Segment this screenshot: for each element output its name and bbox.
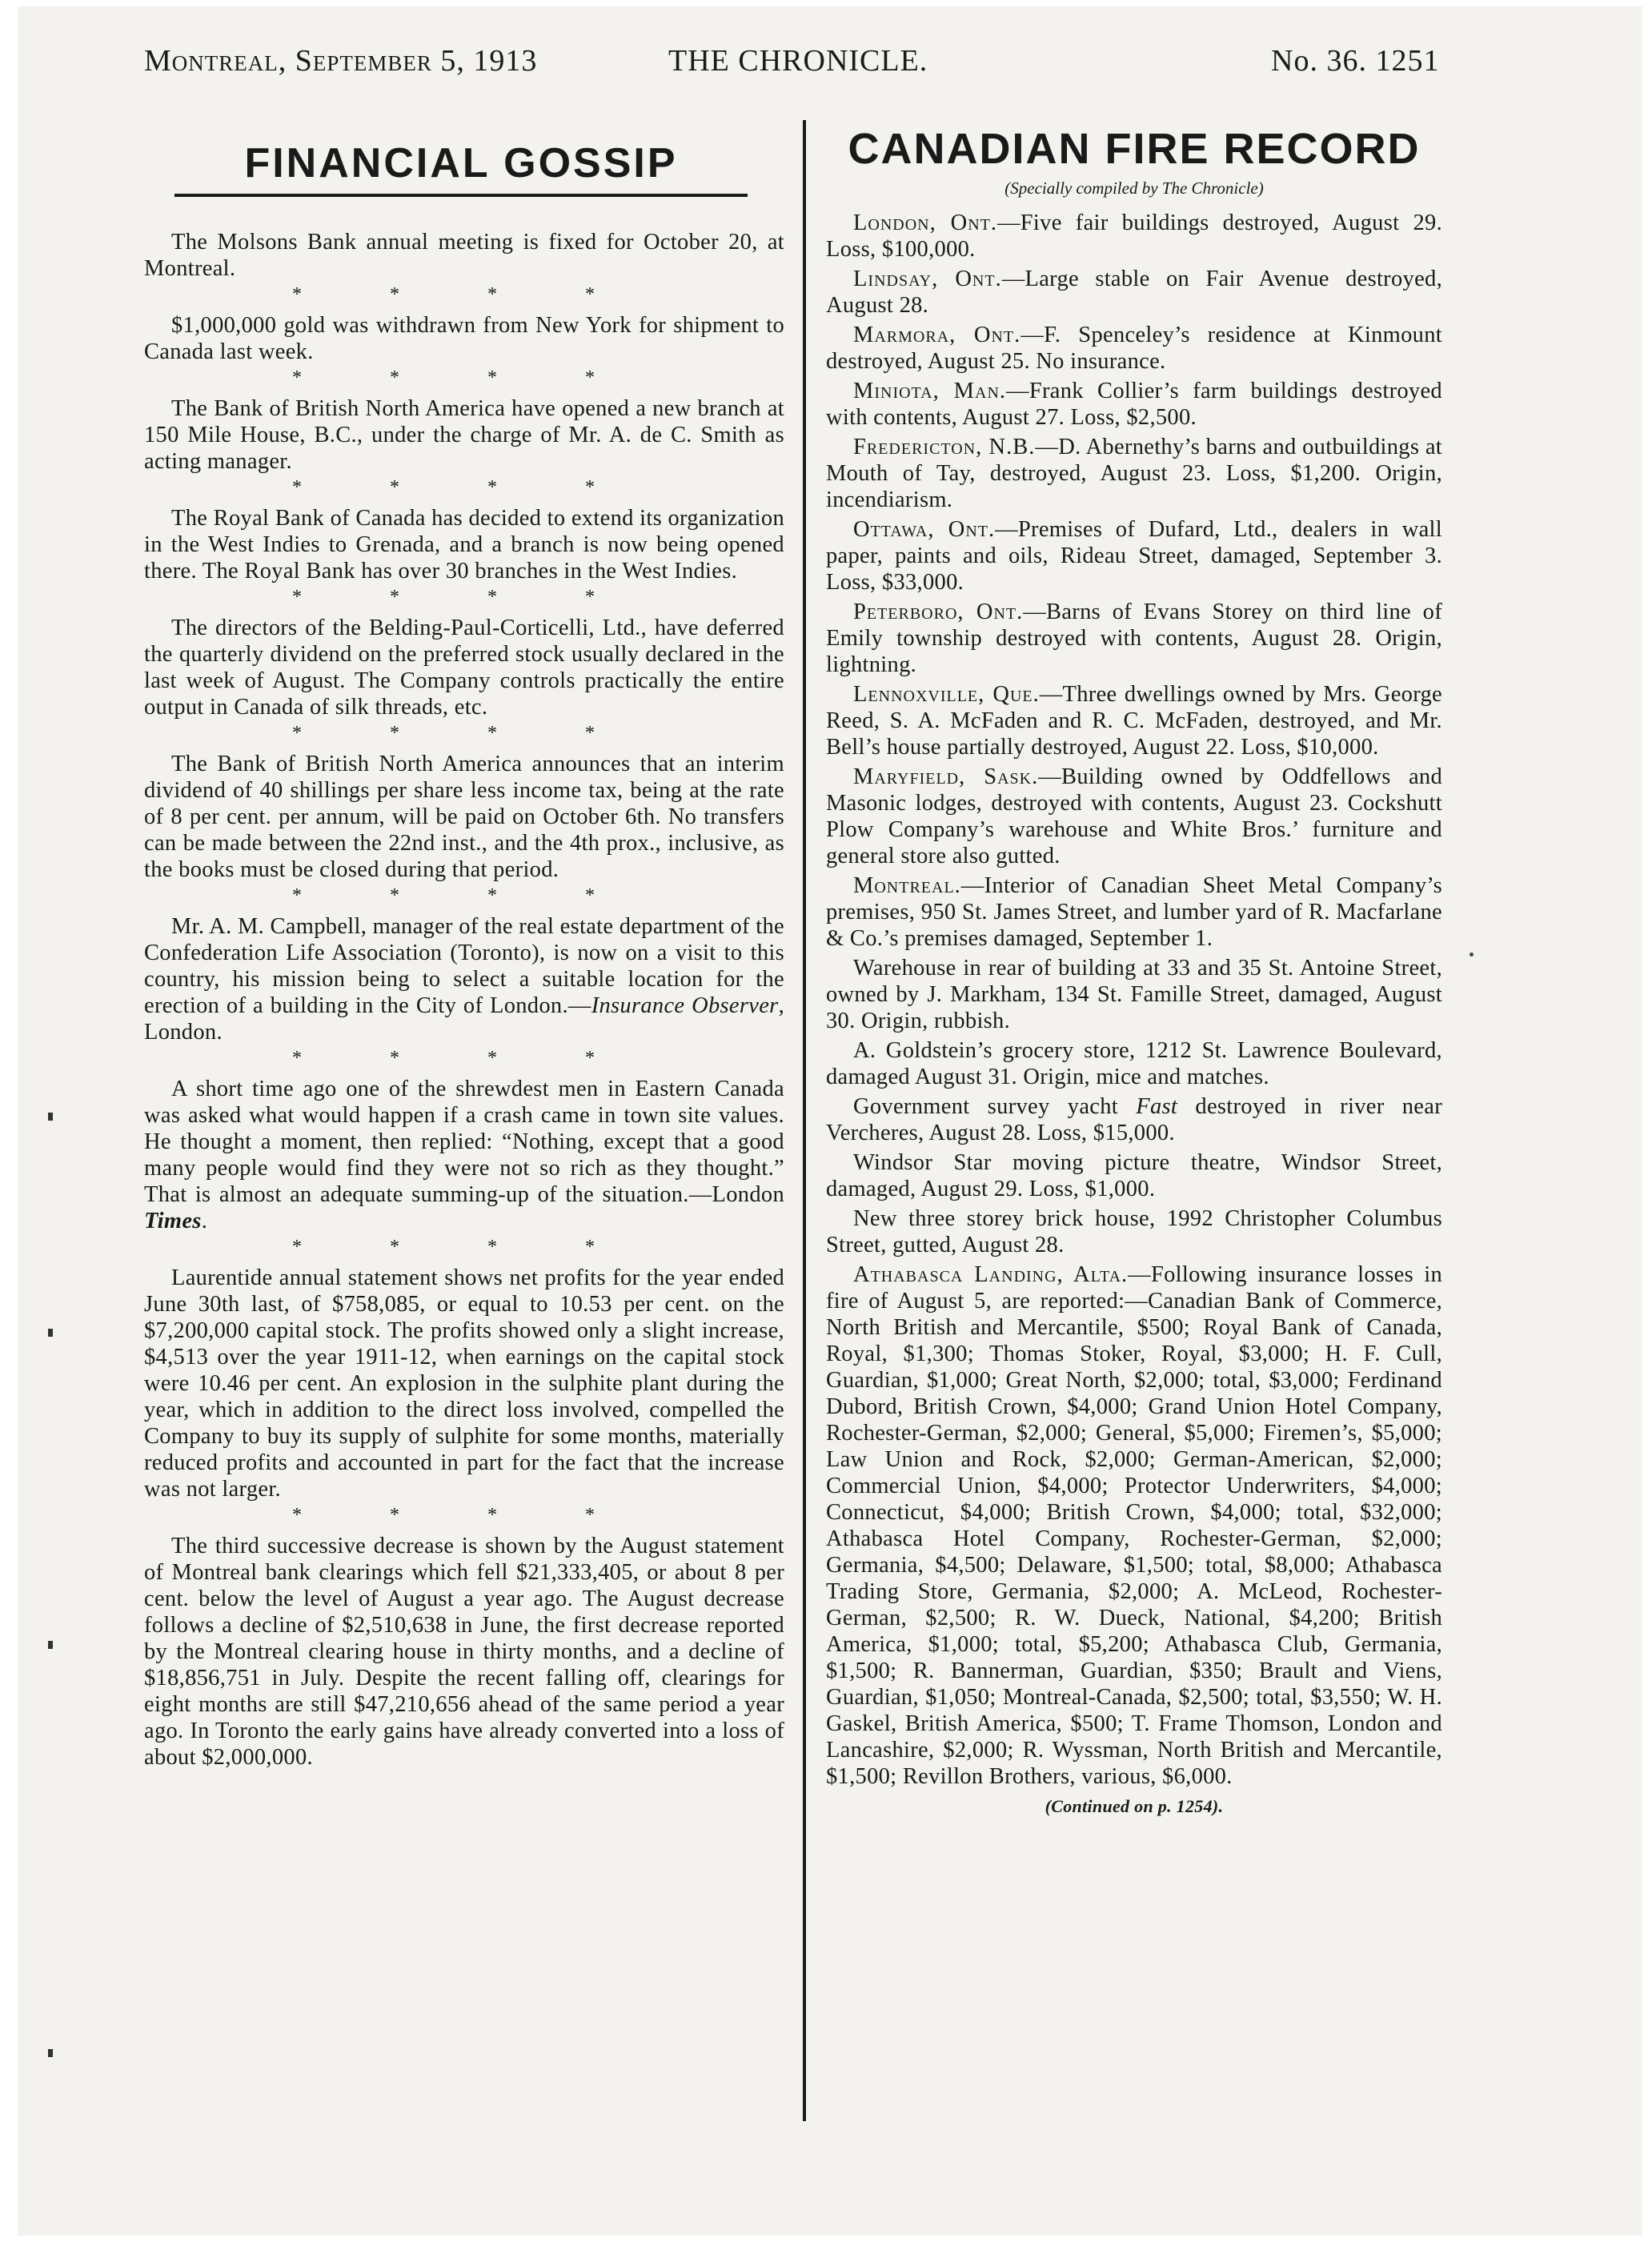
fire-entry xyxy=(826,266,1442,319)
section-separator: * * * * xyxy=(292,477,636,498)
margin-mark xyxy=(48,1329,53,1337)
entry-place: Marmora, Ont. xyxy=(853,323,1021,347)
fire-entry: Warehouse in rear of building at 33 and 35 St. Antoine Street, owned by J. Markham, 134 St. Famille Street, damaged, August 30. Origin, rubbish. xyxy=(826,956,1442,1033)
fire-record-title: CANADIAN FIRE RECORD xyxy=(848,125,1421,173)
fire-entry xyxy=(826,434,1442,513)
page-binding-edge xyxy=(0,0,18,2254)
header-dateline: Montreal, September 5, 1913 xyxy=(144,44,538,78)
entry-place: Lindsay, Ont. xyxy=(853,267,1002,291)
entry-text: —Three dwellings owned by Mrs. George Reed, S. A. McFaden and R. C. McFaden, destroyed, and Mr. Bell’s house partially destroyed, August 22. Loss, $10,000. xyxy=(826,682,1442,760)
entry-text: —Five fair buildings destroyed, August 29. Loss, $100,000. xyxy=(826,211,1442,262)
fire-entry xyxy=(826,764,1442,869)
entry-place: Ottawa, Ont. xyxy=(853,517,996,542)
fire-entry xyxy=(826,681,1442,760)
section-separator: * * * * xyxy=(292,885,636,906)
gossip-paragraph-shrewd: A short time ago one of the shrewdest men in Eastern Canada was asked what would happen if a crash came in town site values. He thought a moment, then replied: “Nothing, except that a good many people would find they were not so rich as they thought.” That is almost an adequate summing-up of the situation.—London Times. xyxy=(144,1077,784,1233)
entry-place: Athabasca Landing, Alta. xyxy=(853,1262,1129,1287)
financial-gossip-column xyxy=(144,120,784,1771)
gossip-paragraph: The Bank of British North America have opened a new branch at 150 Mile House, B.C., under the charge of Mr. A. de C. Smith as acting manager. xyxy=(144,396,784,474)
entry-text: —Barns of Evans Storey on third line of Emily township destroyed with contents, August 28. Origin, lightning. xyxy=(826,600,1442,677)
fire-entry: A. Goldstein’s grocery store, 1212 St. Lawrence Boulevard, damaged August 31. Origin, mice and matches. xyxy=(826,1038,1442,1089)
fire-entry xyxy=(826,516,1442,596)
section-separator: * * * * xyxy=(292,284,636,305)
gossip-paragraph: $1,000,000 gold was withdrawn from New York for shipment to Canada last week. xyxy=(144,313,784,364)
fire-record-column xyxy=(826,120,1442,1819)
margin-mark xyxy=(48,1641,53,1649)
fire-entry xyxy=(826,322,1442,375)
section-separator: * * * * xyxy=(292,1237,636,1257)
header-publication-title: THE CHRONICLE. xyxy=(668,44,928,78)
financial-gossip-title: FINANCIAL GOSSIP xyxy=(174,139,748,197)
section-separator: * * * * xyxy=(292,587,636,608)
continued-notice: (Continued on p. 1254). xyxy=(1045,1796,1224,1816)
fire-entry xyxy=(826,872,1442,952)
header-issue-page: No. 36. 1251 xyxy=(1271,44,1440,78)
fire-record-subtitle: (Specially compiled by The Chronicle) xyxy=(1004,178,1264,198)
gossip-paragraph-clearings: The third successive decrease is shown by the August statement of Montreal bank clearings which fell $21,333,405, or about 8 per cent. below the level of August a year ago. The August decrease follows a decline of $2,510,638 in June, the first decrease reported by the Montreal clearing house in thirty months, and a decline of $18,856,751 in July. Despite the recent falling off, clearings for eight months are still $47,210,656 ahead of the same period a year ago. In Toronto the early gains have already converted into a loss of about $2,000,000. xyxy=(144,1534,784,1770)
entry-text: —Building owned by Oddfellows and Masonic lodges, destroyed with contents, August 23. Cockshutt Plow Company’s warehouse and White Bros.’ furniture and general store also gutted. xyxy=(826,764,1442,868)
entry-text: —F. Spenceley’s residence at Kinmount destroyed, August 25. No insurance. xyxy=(826,323,1442,374)
entry-place: Lennoxville, Que. xyxy=(853,682,1040,707)
margin-mark xyxy=(48,2049,53,2057)
fire-entries-list xyxy=(826,210,1442,952)
gossip-paragraph: The Bank of British North America announces that an interim dividend of 40 shillings per share less income tax, being at the rate of 8 per cent. per annum, will be paid on October 6th. No transfers can be made between the 22nd inst., and the 4th prox., inclusive, as the books must be closed during that period. xyxy=(144,752,784,882)
gossip-paragraph-campbell: Mr. A. M. Campbell, manager of the real estate department of the Confederation Life Association (Toronto), is now on a visit to this country, his mission being to select a suitable location for the erection of a building in the City of London.—Insurance Observer, London. xyxy=(144,914,785,1045)
fire-entry xyxy=(826,378,1442,431)
entry-text: —D. Abernethy’s barns and outbuildings at Mouth of Tay, destroyed, August 23. Loss, $1,200. Origin, incendiarism. xyxy=(826,435,1442,512)
gossip-paragraph: The Royal Bank of Canada has decided to extend its organization in the West Indies to Grenada, and a branch is now being opened there. The Royal Bank has over 30 branches in the West Indies. xyxy=(144,506,784,584)
entry-text: —Large stable on Fair Avenue destroyed, August 28. xyxy=(826,267,1442,318)
vessel-name: Fast xyxy=(1136,1094,1178,1119)
entry-text: —Interior of Canadian Sheet Metal Company’s premises, 950 St. James Street, and lumber yard of R. Macfarlane & Co.’s premises damaged, September 1. xyxy=(826,873,1442,951)
gossip-paragraph: The Molsons Bank annual meeting is fixed for October 20, at Montreal. xyxy=(144,230,784,281)
fire-entry-yacht: Government survey yacht Fast destroyed in river near Vercheres, August 28. Loss, $15,000. xyxy=(826,1094,1442,1145)
source-citation: Insurance Observer xyxy=(591,993,779,1018)
gossip-paragraph-laurentide: Laurentide annual statement shows net profits for the year ended June 30th last, of $758,085, or equal to 10.53 per cent. on the $7,200,000 capital stock. The profits showed only a slight increase, $4,513 over the year 1911-12, when earnings on the capital stock were 10.46 per cent. An explosion in the sulphite plant during the year, which in addition to the direct loss involved, compelled the Company to buy its supply of sulphite for some months, materially reduced profits and accounted in part for the fact that the increase was not larger. xyxy=(144,1265,784,1502)
section-separator: * * * * xyxy=(292,1048,636,1069)
column-divider xyxy=(803,120,806,2121)
entry-place: Montreal. xyxy=(853,873,961,898)
section-separator: * * * * xyxy=(292,1505,636,1526)
entry-text: —Frank Collier’s farm buildings destroyed with contents, August 27. Loss, $2,500. xyxy=(826,379,1442,430)
fire-entry: New three storey brick house, 1992 Christopher Columbus Street, gutted, August 28. xyxy=(826,1206,1442,1257)
entry-place: Maryfield, Sask. xyxy=(853,764,1039,789)
margin-mark xyxy=(48,1113,53,1121)
fire-entry-athabasca: Athabasca Landing, Alta.—Following insurance losses in fire of August 5, are reported:—Canadian Bank of Commerce, North British and Mercantile, $500; Royal Bank of Canada, Royal, $1,300; Thomas Stoker, Royal, $3,000; H. F. Cull, Guardian, $1,000; Great North, $2,000; total, $3,000; Ferdinand Dubord, British Crown, $4,000; Grand Union Hotel Company, Rochester-German, $2,000; General, $5,000; Firemen’s, $5,000; Law Union and Rock, $2,000; German-American, $2,000; Commercial Union, $4,000; Protector Underwriters, $4,000; Connecticut, $4,000; British Crown, $4,000; total, $32,000; Athabasca Hotel Company, Rochester-German, $2,000; Germania, $4,500; Delaware, $1,500; total, $8,000; Athabasca Trading Store, Germania, $2,000; A. McLeod, Rochester-German, $2,500; R. W. Dueck, National, $4,200; British America, $1,000; total, $5,200; Athabasca Club, Germania, $1,500; R. Bannerman, Guardian, $350; Brault and Viens, Guardian, $1,050; Montreal-Canada, $2,500; total, $3,550; W. H. Gaskel, British America, $500; T. Frame Thomson, London and Lancashire, $2,000; R. Wyssman, North British and Mercantile, $1,500; Revillon Brothers, various, $6,000. xyxy=(826,1262,1442,1789)
entry-place: Peterboro, Ont. xyxy=(853,600,1024,624)
ink-speck xyxy=(1470,953,1474,957)
entry-place: London, Ont. xyxy=(853,211,997,235)
entry-place: Miniota, Man. xyxy=(853,379,1007,403)
section-separator: * * * * xyxy=(292,723,636,744)
source-citation: Times xyxy=(144,1209,202,1233)
fire-entry xyxy=(826,599,1442,678)
running-header xyxy=(144,43,1465,91)
entry-text: —Premises of Dufard, Ltd., dealers in wall paper, paints and oils, Rideau Street, damaged, September 3. Loss, $33,000. xyxy=(826,517,1442,595)
gossip-paragraph: The directors of the Belding-Paul-Corticelli, Ltd., have deferred the quarterly dividend on the preferred stock usually declared in the last week of August. The Company controls practically the entire output in Canada of silk threads, etc. xyxy=(144,616,784,720)
section-separator: * * * * xyxy=(292,367,636,388)
entry-place: Fredericton, N.B. xyxy=(853,435,1036,459)
fire-entry xyxy=(826,210,1442,263)
fire-entry: Windsor Star moving picture theatre, Windsor Street, damaged, August 29. Loss, $1,000. xyxy=(826,1150,1442,1201)
